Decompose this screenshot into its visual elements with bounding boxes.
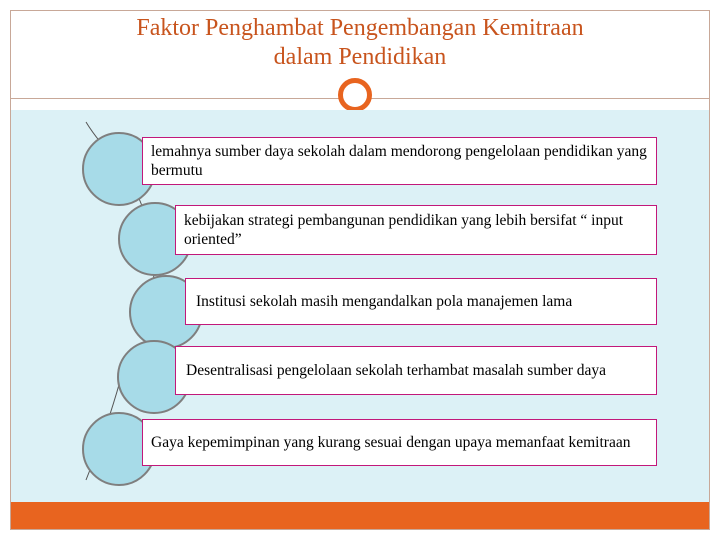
list-item-1: [142, 137, 657, 185]
title-line-1: Faktor Penghambat Pengembangan Kemitraan: [136, 15, 584, 41]
list-item-5: [142, 419, 657, 466]
list-item-2: [175, 205, 657, 255]
list-item-4: [175, 346, 657, 395]
list-item-5-text: Gaya kepemimpinan yang kurang sesuai dengan upaya memanfaat kemitraan: [151, 434, 631, 451]
list-item-1-text: lemahnya sumber daya sekolah dalam mendorong pengelolaan pendidikan yang bermutu: [151, 143, 647, 179]
list-item-2-text: kebijakan strategi pembangunan pendidikan yang lebih bersifat “ input oriented”: [184, 212, 624, 248]
list-item-3-text: Institusi sekolah masih mengandalkan pola manajemen lama: [196, 293, 573, 310]
list-item-3: [185, 278, 657, 325]
title-line-2: dalam Pendidikan: [273, 44, 447, 70]
list-item-4-text: Desentralisasi pengelolaan sekolah terhambat masalah sumber daya: [186, 362, 607, 379]
footer-accent-bar: [11, 502, 709, 529]
